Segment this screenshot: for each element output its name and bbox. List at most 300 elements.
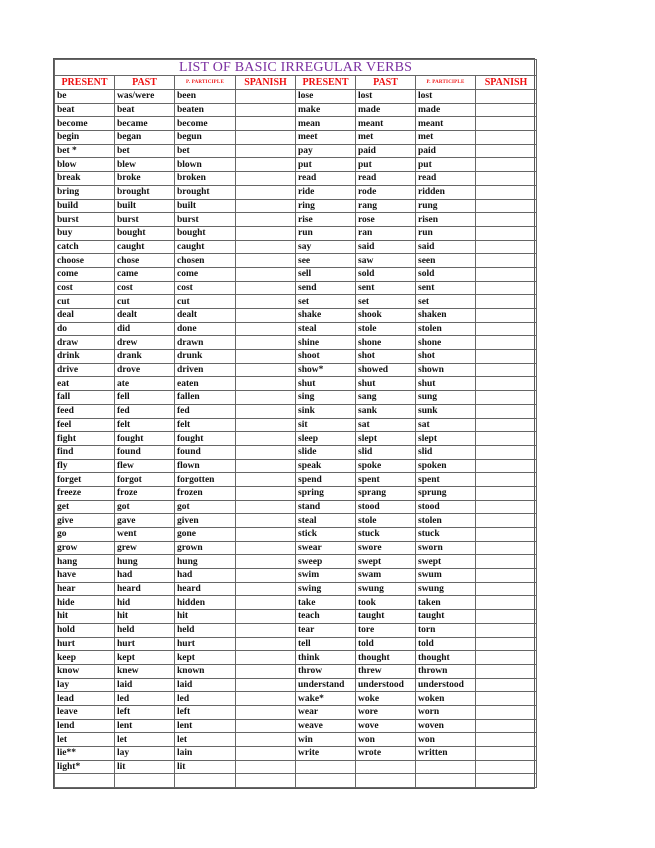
left-past-cell: began bbox=[115, 131, 175, 145]
left-past-participle-cell: got bbox=[175, 500, 236, 514]
right-spanish-cell[interactable] bbox=[476, 692, 537, 706]
right-present-cell: stand bbox=[296, 500, 356, 514]
right-spanish-cell[interactable] bbox=[476, 336, 537, 350]
left-past-cell: bet bbox=[115, 144, 175, 158]
table-row bbox=[55, 610, 537, 624]
left-past-participle-cell: caught bbox=[175, 240, 236, 254]
header-past: PAST bbox=[115, 76, 175, 90]
right-past-participle-cell: worn bbox=[416, 705, 476, 719]
table-row bbox=[55, 623, 537, 637]
left-spanish-cell[interactable] bbox=[236, 774, 296, 788]
right-present-cell: show* bbox=[296, 363, 356, 377]
right-spanish-cell[interactable] bbox=[476, 158, 537, 172]
left-spanish-cell[interactable] bbox=[236, 705, 296, 719]
right-spanish-cell[interactable] bbox=[476, 459, 537, 473]
right-past-participle-cell: ridden bbox=[416, 185, 476, 199]
right-present-cell: ride bbox=[296, 185, 356, 199]
right-past-participle-cell: sprung bbox=[416, 486, 476, 500]
left-past-participle-cell: grown bbox=[175, 541, 236, 555]
left-spanish-cell[interactable] bbox=[236, 445, 296, 459]
table-row bbox=[55, 404, 537, 418]
right-past-cell: spoke bbox=[356, 459, 416, 473]
right-past-cell: said bbox=[356, 240, 416, 254]
left-past-cell: grew bbox=[115, 541, 175, 555]
left-present-cell: drive bbox=[55, 363, 115, 377]
right-spanish-cell[interactable] bbox=[476, 623, 537, 637]
right-spanish-cell[interactable] bbox=[476, 226, 537, 240]
left-present-cell: feed bbox=[55, 404, 115, 418]
left-past-cell: let bbox=[115, 733, 175, 747]
table-row bbox=[55, 199, 537, 213]
left-present-cell: hear bbox=[55, 582, 115, 596]
table-row bbox=[55, 486, 537, 500]
left-past-cell: found bbox=[115, 445, 175, 459]
left-past-participle-cell: led bbox=[175, 692, 236, 706]
left-past-participle-cell: laid bbox=[175, 678, 236, 692]
right-present-cell: pay bbox=[296, 144, 356, 158]
left-past-participle-cell: gone bbox=[175, 528, 236, 542]
right-present-cell: stick bbox=[296, 528, 356, 542]
right-spanish-cell[interactable] bbox=[476, 350, 537, 364]
right-spanish-cell[interactable] bbox=[476, 322, 537, 336]
left-past-participle-cell: let bbox=[175, 733, 236, 747]
right-past-cell: sang bbox=[356, 391, 416, 405]
left-present-cell: give bbox=[55, 514, 115, 528]
left-past-participle-cell: begun bbox=[175, 131, 236, 145]
left-present-cell: find bbox=[55, 445, 115, 459]
table-row bbox=[55, 678, 537, 692]
left-spanish-cell[interactable] bbox=[236, 692, 296, 706]
table-row bbox=[55, 144, 537, 158]
left-present-cell: hit bbox=[55, 610, 115, 624]
right-past-cell: told bbox=[356, 637, 416, 651]
right-present-cell: slide bbox=[296, 445, 356, 459]
left-spanish-cell[interactable] bbox=[236, 309, 296, 323]
left-spanish-cell[interactable] bbox=[236, 432, 296, 446]
left-past-cell: fell bbox=[115, 391, 175, 405]
left-past-cell: held bbox=[115, 623, 175, 637]
left-past-participle-cell: hurt bbox=[175, 637, 236, 651]
left-past-participle-cell: hung bbox=[175, 555, 236, 569]
right-past-participle-cell: met bbox=[416, 131, 476, 145]
right-spanish-cell[interactable] bbox=[476, 363, 537, 377]
right-spanish-cell[interactable] bbox=[476, 733, 537, 747]
right-past-participle-cell: understood bbox=[416, 678, 476, 692]
left-past-participle-cell: broken bbox=[175, 172, 236, 186]
right-past-participle-cell: woken bbox=[416, 692, 476, 706]
right-present-cell: make bbox=[296, 103, 356, 117]
left-present-cell: grow bbox=[55, 541, 115, 555]
right-spanish-cell[interactable] bbox=[476, 637, 537, 651]
right-spanish-cell[interactable] bbox=[476, 172, 537, 186]
left-spanish-cell[interactable] bbox=[236, 473, 296, 487]
left-spanish-cell[interactable] bbox=[236, 240, 296, 254]
left-spanish-cell[interactable] bbox=[236, 322, 296, 336]
left-past-cell: drank bbox=[115, 350, 175, 364]
left-present-cell bbox=[55, 774, 115, 788]
right-past-cell: won bbox=[356, 733, 416, 747]
left-spanish-cell[interactable] bbox=[236, 500, 296, 514]
right-present-cell: steal bbox=[296, 514, 356, 528]
right-present-cell: speak bbox=[296, 459, 356, 473]
right-present-cell: run bbox=[296, 226, 356, 240]
right-present-cell: sink bbox=[296, 404, 356, 418]
right-past-cell: swore bbox=[356, 541, 416, 555]
left-past-cell: bought bbox=[115, 226, 175, 240]
left-past-participle-cell: fallen bbox=[175, 391, 236, 405]
right-spanish-cell[interactable] bbox=[476, 664, 537, 678]
table-row bbox=[55, 391, 537, 405]
left-present-cell: hide bbox=[55, 596, 115, 610]
left-past-participle-cell: dealt bbox=[175, 309, 236, 323]
left-spanish-cell[interactable] bbox=[236, 569, 296, 583]
left-past-cell: knew bbox=[115, 664, 175, 678]
right-present-cell: set bbox=[296, 295, 356, 309]
left-spanish-cell[interactable] bbox=[236, 623, 296, 637]
left-spanish-cell[interactable] bbox=[236, 185, 296, 199]
right-past-cell: threw bbox=[356, 664, 416, 678]
right-past-cell bbox=[356, 760, 416, 774]
right-present-cell: shake bbox=[296, 309, 356, 323]
right-spanish-cell[interactable] bbox=[476, 267, 537, 281]
right-past-participle-cell: swum bbox=[416, 569, 476, 583]
right-past-participle-cell bbox=[416, 774, 476, 788]
left-spanish-cell[interactable] bbox=[236, 295, 296, 309]
left-past-cell: was/were bbox=[115, 90, 175, 104]
left-spanish-cell[interactable] bbox=[236, 158, 296, 172]
left-past-cell: fought bbox=[115, 432, 175, 446]
right-past-cell: rang bbox=[356, 199, 416, 213]
left-present-cell: freeze bbox=[55, 486, 115, 500]
right-present-cell: read bbox=[296, 172, 356, 186]
left-past-cell: laid bbox=[115, 678, 175, 692]
right-spanish-cell[interactable] bbox=[476, 514, 537, 528]
right-spanish-cell[interactable] bbox=[476, 404, 537, 418]
right-present-cell: put bbox=[296, 158, 356, 172]
left-past-participle-cell: burst bbox=[175, 213, 236, 227]
left-spanish-cell[interactable] bbox=[236, 719, 296, 733]
right-past-cell bbox=[356, 774, 416, 788]
right-past-cell: made bbox=[356, 103, 416, 117]
left-present-cell: lay bbox=[55, 678, 115, 692]
right-spanish-cell[interactable] bbox=[476, 131, 537, 145]
left-spanish-cell[interactable] bbox=[236, 404, 296, 418]
table-row bbox=[55, 213, 537, 227]
table-row bbox=[55, 240, 537, 254]
right-present-cell: write bbox=[296, 747, 356, 761]
right-present-cell: sleep bbox=[296, 432, 356, 446]
header-present: PRESENT bbox=[296, 76, 356, 90]
left-past-participle-cell: known bbox=[175, 664, 236, 678]
right-spanish-cell[interactable] bbox=[476, 774, 537, 788]
right-past-participle-cell: swung bbox=[416, 582, 476, 596]
left-past-participle-cell: forgotten bbox=[175, 473, 236, 487]
left-spanish-cell[interactable] bbox=[236, 117, 296, 131]
table-row bbox=[55, 418, 537, 432]
left-spanish-cell[interactable] bbox=[236, 144, 296, 158]
right-past-participle-cell: taught bbox=[416, 610, 476, 624]
right-spanish-cell[interactable] bbox=[476, 719, 537, 733]
left-past-participle-cell: bought bbox=[175, 226, 236, 240]
right-present-cell: steal bbox=[296, 322, 356, 336]
right-past-participle-cell: rung bbox=[416, 199, 476, 213]
left-present-cell: let bbox=[55, 733, 115, 747]
right-spanish-cell[interactable] bbox=[476, 541, 537, 555]
left-present-cell: lie** bbox=[55, 747, 115, 761]
left-past-participle-cell: kept bbox=[175, 651, 236, 665]
left-present-cell: beat bbox=[55, 103, 115, 117]
table-row bbox=[55, 705, 537, 719]
right-past-cell: met bbox=[356, 131, 416, 145]
left-spanish-cell[interactable] bbox=[236, 213, 296, 227]
left-spanish-cell[interactable] bbox=[236, 350, 296, 364]
left-past-participle-cell: hit bbox=[175, 610, 236, 624]
right-spanish-cell[interactable] bbox=[476, 213, 537, 227]
right-spanish-cell[interactable] bbox=[476, 473, 537, 487]
left-present-cell: lead bbox=[55, 692, 115, 706]
right-past-participle-cell: swept bbox=[416, 555, 476, 569]
right-spanish-cell[interactable] bbox=[476, 582, 537, 596]
table-row bbox=[55, 514, 537, 528]
right-spanish-cell[interactable] bbox=[476, 199, 537, 213]
right-spanish-cell[interactable] bbox=[476, 432, 537, 446]
right-past-participle-cell: shone bbox=[416, 336, 476, 350]
left-present-cell: lend bbox=[55, 719, 115, 733]
left-past-participle-cell: felt bbox=[175, 418, 236, 432]
right-present-cell: tell bbox=[296, 637, 356, 651]
left-present-cell: know bbox=[55, 664, 115, 678]
verbs-table-body bbox=[55, 90, 537, 788]
right-spanish-cell[interactable] bbox=[476, 569, 537, 583]
right-spanish-cell[interactable] bbox=[476, 555, 537, 569]
right-past-participle-cell: sung bbox=[416, 391, 476, 405]
left-present-cell: hold bbox=[55, 623, 115, 637]
header-row bbox=[55, 76, 537, 90]
left-spanish-cell[interactable] bbox=[236, 281, 296, 295]
right-past-participle-cell: stuck bbox=[416, 528, 476, 542]
table-row bbox=[55, 719, 537, 733]
table-row bbox=[55, 90, 537, 104]
left-present-cell: begin bbox=[55, 131, 115, 145]
right-spanish-cell[interactable] bbox=[476, 705, 537, 719]
left-present-cell: leave bbox=[55, 705, 115, 719]
left-past-cell: beat bbox=[115, 103, 175, 117]
left-spanish-cell[interactable] bbox=[236, 459, 296, 473]
left-past-cell: heard bbox=[115, 582, 175, 596]
left-spanish-cell[interactable] bbox=[236, 747, 296, 761]
right-past-participle-cell: shaken bbox=[416, 309, 476, 323]
left-past-cell: froze bbox=[115, 486, 175, 500]
left-past-cell: drew bbox=[115, 336, 175, 350]
right-past-cell: slid bbox=[356, 445, 416, 459]
right-spanish-cell[interactable] bbox=[476, 747, 537, 761]
left-spanish-cell[interactable] bbox=[236, 528, 296, 542]
table-row bbox=[55, 254, 537, 268]
right-spanish-cell[interactable] bbox=[476, 596, 537, 610]
right-spanish-cell[interactable] bbox=[476, 486, 537, 500]
left-spanish-cell[interactable] bbox=[236, 610, 296, 624]
left-spanish-cell[interactable] bbox=[236, 254, 296, 268]
right-present-cell: sing bbox=[296, 391, 356, 405]
left-spanish-cell[interactable] bbox=[236, 90, 296, 104]
right-spanish-cell[interactable] bbox=[476, 254, 537, 268]
left-present-cell: come bbox=[55, 267, 115, 281]
left-past-participle-cell: drawn bbox=[175, 336, 236, 350]
right-past-cell: sat bbox=[356, 418, 416, 432]
right-past-participle-cell: shut bbox=[416, 377, 476, 391]
right-past-participle-cell: seen bbox=[416, 254, 476, 268]
right-spanish-cell[interactable] bbox=[476, 377, 537, 391]
right-past-participle-cell: paid bbox=[416, 144, 476, 158]
left-past-cell: led bbox=[115, 692, 175, 706]
left-present-cell: draw bbox=[55, 336, 115, 350]
right-spanish-cell[interactable] bbox=[476, 391, 537, 405]
left-past-cell: brought bbox=[115, 185, 175, 199]
right-spanish-cell[interactable] bbox=[476, 610, 537, 624]
header-spanish: SPANISH bbox=[476, 76, 537, 90]
header-past-participle: P. PARTICIPLE bbox=[416, 76, 476, 90]
right-spanish-cell[interactable] bbox=[476, 185, 537, 199]
right-present-cell: rise bbox=[296, 213, 356, 227]
left-present-cell: fight bbox=[55, 432, 115, 446]
left-present-cell: break bbox=[55, 172, 115, 186]
right-spanish-cell[interactable] bbox=[476, 90, 537, 104]
left-spanish-cell[interactable] bbox=[236, 760, 296, 774]
left-spanish-cell[interactable] bbox=[236, 336, 296, 350]
table-row bbox=[55, 172, 537, 186]
right-past-participle-cell: shot bbox=[416, 350, 476, 364]
left-spanish-cell[interactable] bbox=[236, 267, 296, 281]
right-present-cell: lose bbox=[296, 90, 356, 104]
left-past-participle-cell: held bbox=[175, 623, 236, 637]
table-row bbox=[55, 664, 537, 678]
right-spanish-cell[interactable] bbox=[476, 117, 537, 131]
left-spanish-cell[interactable] bbox=[236, 514, 296, 528]
table-row bbox=[55, 281, 537, 295]
left-past-cell: flew bbox=[115, 459, 175, 473]
right-past-cell: showed bbox=[356, 363, 416, 377]
right-past-participle-cell: thought bbox=[416, 651, 476, 665]
right-spanish-cell[interactable] bbox=[476, 445, 537, 459]
table-row bbox=[55, 336, 537, 350]
right-spanish-cell[interactable] bbox=[476, 528, 537, 542]
left-spanish-cell[interactable] bbox=[236, 131, 296, 145]
right-past-participle-cell: sat bbox=[416, 418, 476, 432]
right-past-participle-cell: won bbox=[416, 733, 476, 747]
left-spanish-cell[interactable] bbox=[236, 363, 296, 377]
left-past-cell: got bbox=[115, 500, 175, 514]
left-spanish-cell[interactable] bbox=[236, 391, 296, 405]
left-spanish-cell[interactable] bbox=[236, 596, 296, 610]
left-present-cell: bring bbox=[55, 185, 115, 199]
left-spanish-cell[interactable] bbox=[236, 226, 296, 240]
right-spanish-cell[interactable] bbox=[476, 103, 537, 117]
left-spanish-cell[interactable] bbox=[236, 486, 296, 500]
right-past-cell: swung bbox=[356, 582, 416, 596]
left-spanish-cell[interactable] bbox=[236, 103, 296, 117]
left-present-cell: cut bbox=[55, 295, 115, 309]
left-past-cell: felt bbox=[115, 418, 175, 432]
left-past-cell: hid bbox=[115, 596, 175, 610]
right-past-participle-cell: stolen bbox=[416, 514, 476, 528]
left-past-participle-cell: lain bbox=[175, 747, 236, 761]
right-spanish-cell[interactable] bbox=[476, 760, 537, 774]
left-spanish-cell[interactable] bbox=[236, 664, 296, 678]
right-past-participle-cell: risen bbox=[416, 213, 476, 227]
right-past-participle-cell: run bbox=[416, 226, 476, 240]
right-spanish-cell[interactable] bbox=[476, 281, 537, 295]
left-present-cell: burst bbox=[55, 213, 115, 227]
left-past-cell: hit bbox=[115, 610, 175, 624]
right-spanish-cell[interactable] bbox=[476, 651, 537, 665]
right-present-cell: wear bbox=[296, 705, 356, 719]
left-past-cell: blew bbox=[115, 158, 175, 172]
left-past-cell: did bbox=[115, 322, 175, 336]
left-past-cell: came bbox=[115, 267, 175, 281]
right-present-cell: see bbox=[296, 254, 356, 268]
table-row bbox=[55, 596, 537, 610]
table-row bbox=[55, 555, 537, 569]
left-past-participle-cell: come bbox=[175, 267, 236, 281]
left-spanish-cell[interactable] bbox=[236, 541, 296, 555]
left-past-cell: cost bbox=[115, 281, 175, 295]
table-row bbox=[55, 651, 537, 665]
right-spanish-cell[interactable] bbox=[476, 295, 537, 309]
left-present-cell: choose bbox=[55, 254, 115, 268]
left-past-cell: lay bbox=[115, 747, 175, 761]
left-present-cell: fall bbox=[55, 391, 115, 405]
left-spanish-cell[interactable] bbox=[236, 377, 296, 391]
table-row bbox=[55, 569, 537, 583]
left-past-cell: drove bbox=[115, 363, 175, 377]
right-past-participle-cell: slept bbox=[416, 432, 476, 446]
left-spanish-cell[interactable] bbox=[236, 582, 296, 596]
right-spanish-cell[interactable] bbox=[476, 500, 537, 514]
left-spanish-cell[interactable] bbox=[236, 172, 296, 186]
left-spanish-cell[interactable] bbox=[236, 678, 296, 692]
left-spanish-cell[interactable] bbox=[236, 418, 296, 432]
left-present-cell: be bbox=[55, 90, 115, 104]
left-present-cell: hang bbox=[55, 555, 115, 569]
right-past-cell: sprang bbox=[356, 486, 416, 500]
right-spanish-cell[interactable] bbox=[476, 144, 537, 158]
left-past-participle-cell: been bbox=[175, 90, 236, 104]
right-past-participle-cell: taken bbox=[416, 596, 476, 610]
header-past-participle: P. PARTICIPLE bbox=[175, 76, 236, 90]
left-past-cell: hung bbox=[115, 555, 175, 569]
left-past-cell: dealt bbox=[115, 309, 175, 323]
right-spanish-cell[interactable] bbox=[476, 418, 537, 432]
left-spanish-cell[interactable] bbox=[236, 199, 296, 213]
right-spanish-cell[interactable] bbox=[476, 309, 537, 323]
right-past-participle-cell: spent bbox=[416, 473, 476, 487]
right-present-cell: mean bbox=[296, 117, 356, 131]
right-spanish-cell[interactable] bbox=[476, 678, 537, 692]
table-row bbox=[55, 582, 537, 596]
left-spanish-cell[interactable] bbox=[236, 651, 296, 665]
table-row bbox=[55, 309, 537, 323]
right-present-cell: say bbox=[296, 240, 356, 254]
left-past-participle-cell: chosen bbox=[175, 254, 236, 268]
left-spanish-cell[interactable] bbox=[236, 637, 296, 651]
table-row bbox=[55, 226, 537, 240]
right-past-participle-cell: stood bbox=[416, 500, 476, 514]
left-spanish-cell[interactable] bbox=[236, 733, 296, 747]
left-spanish-cell[interactable] bbox=[236, 555, 296, 569]
left-past-cell: cut bbox=[115, 295, 175, 309]
right-spanish-cell[interactable] bbox=[476, 240, 537, 254]
right-past-cell: spent bbox=[356, 473, 416, 487]
